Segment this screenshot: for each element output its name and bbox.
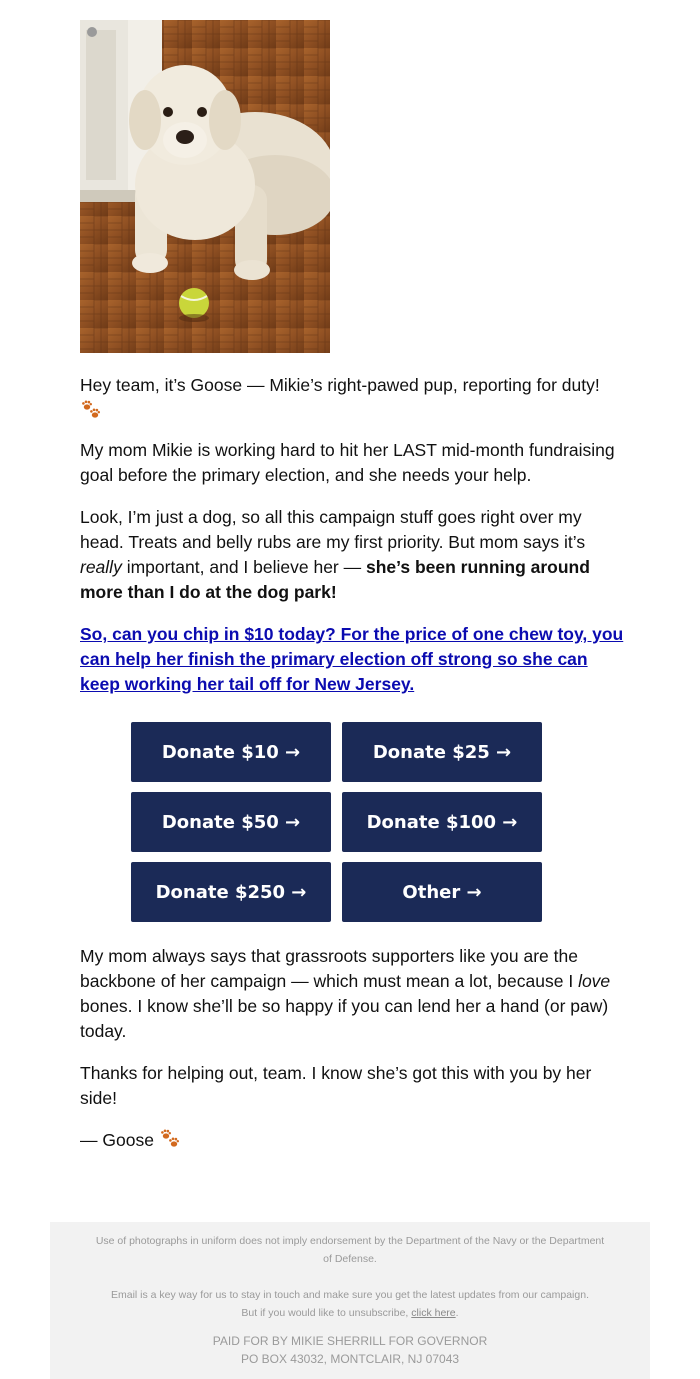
fundraising-paragraph: My mom Mikie is working hard to hit her LAST mid-month fundraising goal before the primary election, and she needs your help. [80,440,615,485]
grassroots-paragraph: My mom always says that grassroots supporters like you are the backbone of her campaign — which must mean a lot, because I love bones. I know she’ll be so happy if you can lend her a hand (or paw) today. [80,946,611,1041]
donate-button-grid [131,722,625,922]
paw-prints-icon [80,399,102,421]
signoff-text: — Goose [80,1130,154,1150]
mailing-address: PO BOX 43032, MONTCLAIR, NJ 07043 [240,1352,460,1366]
dog-photo [80,20,330,353]
greeting-paragraph [80,373,625,421]
email-note: Email is a key way for us to stay in touch and make sure you get the latest updates from our campaign. But if you would like to unsubscribe, click here. [111,1289,589,1319]
dog-photo-icon [80,20,330,353]
uniform-disclaimer: Use of photographs in uniform does not imply endorsement by the Department of the Navy or the Department of Defense. [95,1235,605,1265]
email-footer [50,1222,650,1379]
paid-for-text: PAID FOR BY MIKIE SHERRILL FOR GOVERNOR [212,1334,488,1348]
paid-for-notice [50,1332,650,1368]
donate-50-button[interactable]: Donate $50 → [131,792,331,852]
donate-250-button[interactable]: Donate $250 → [131,862,331,922]
donate-other-button[interactable]: Other → [342,862,542,922]
donate-ask-paragraph [80,622,625,697]
greeting-text: Hey team, it’s Goose — Mikie’s right-pawed pup, reporting for duty! [80,375,600,395]
unsubscribe-link[interactable]: click here [411,1307,456,1319]
tennis-ball-icon [179,288,209,318]
donate-10-button[interactable]: Donate $10 → [131,722,331,782]
paw-prints-icon [159,1128,181,1150]
signoff [80,1128,625,1153]
email-body [80,20,625,1153]
dog-paragraph: Look, I’m just a dog, so all this campaign stuff goes right over my head. Treats and belly rubs are my first priority. But mom says it’s really important, and I believe her — she’s been running around more than I do at the dog park! [80,507,590,602]
thanks-paragraph: Thanks for helping out, team. I know she’s got this with you by her side! [80,1063,592,1108]
donate-25-button[interactable]: Donate $25 → [342,722,542,782]
donate-ask-link[interactable]: So, can you chip in $10 today? For the price of one chew toy, you can help her finish the primary election off strong so she can keep working her tail off for New Jersey. [80,624,624,694]
donate-100-button[interactable]: Donate $100 → [342,792,542,852]
